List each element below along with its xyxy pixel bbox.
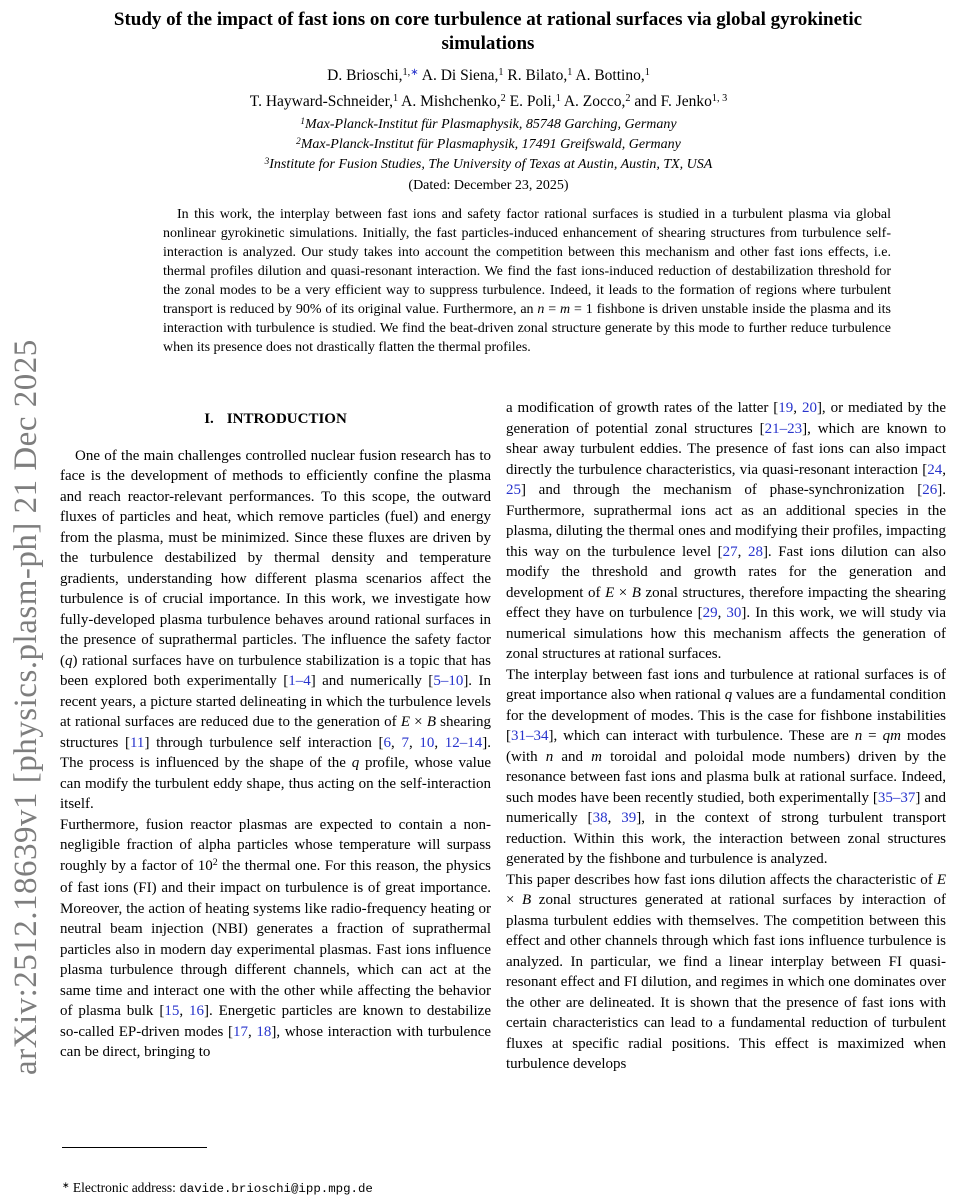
page-title: Study of the impact of fast ions on core turbulence at rational surfaces via global gyrokinetic simulations	[113, 9, 863, 54]
text-segment: 2	[212, 857, 218, 869]
text-segment: B	[522, 892, 532, 908]
text-segment: ,	[179, 1003, 189, 1019]
citation-link[interactable]: 26	[922, 482, 938, 498]
footnote-email	[62, 1180, 493, 1196]
left-column	[60, 403, 491, 1145]
text-segment: ×	[614, 584, 632, 601]
citation-link[interactable]: 5–10	[433, 673, 464, 689]
text-segment: shearing structures [	[60, 714, 491, 751]
citation-link[interactable]: 28	[747, 543, 763, 560]
text-segment: Max-Planck-Institut für Plasmaphysik, 85748 Garching, Germany	[305, 117, 677, 132]
text-segment: ,	[942, 461, 946, 478]
citation-link[interactable]: 24	[927, 461, 943, 478]
text-segment: toroidal and poloidal mode numbers) driven by the resonance between fast ions and plasma bulk at rational surface. Indeed, such modes have been recently studied, both experimentally [	[506, 748, 946, 806]
section-number: I.	[204, 411, 214, 427]
text-segment: 1	[498, 67, 504, 79]
text-segment: the thermal one. For this reason, the physics of fast ions (FI) and their impact on turbulence is of great importance. Moreover, the action of heating systems like radio-frequency heating or neutral beam injection (NBI) generates a fraction of suprathermal particles also in modern day experimental plasmas. Fast ions influence plasma turbulence through different channels, which can act at the same time and interact one with the other while affecting the behavior of plasma bulk [	[60, 857, 491, 1019]
citation-link[interactable]: 38	[592, 810, 608, 826]
text-segment: 1	[644, 67, 650, 79]
text-segment: E	[936, 871, 946, 888]
text-segment: B	[631, 584, 641, 601]
text-segment: ], or mediated by the generation of potential zonal structures [	[506, 400, 946, 437]
paragraph-intro-4	[506, 665, 946, 870]
text-segment: ]. Furthermore, suprathermal ions act as an additional species in the plasma, diluting the thermal ones and modifying their profiles, impacting this way on the turbulence level [	[506, 482, 946, 560]
text-segment: T. Hayward-Schneider,	[249, 93, 394, 110]
text-segment: = 1 fishbone is driven unstable inside the plasma and its interaction with turbulence is studied. We find the beat-driven zonal structure generate by this mode to further reduce turbulence when its presence does not drastically flatten the thermal profiles.	[163, 302, 892, 355]
text-segment: ,	[391, 734, 402, 751]
text-segment: 1	[567, 67, 573, 79]
citation-link[interactable]: 1–4	[288, 673, 311, 689]
text-segment: 3	[264, 155, 270, 166]
text-segment: Max-Planck-Institut für Plasmaphysik, 17491 Greifswald, Germany	[300, 137, 681, 152]
text-segment: ]. In recent years, a picture started delineating in which the turbulence levels at rational surfaces are reduced due to the generation of	[60, 673, 491, 730]
text-segment: ], which can interact with turbulence. These are	[548, 728, 855, 744]
text-segment: 2	[296, 135, 301, 146]
text-segment: B	[426, 714, 436, 730]
text-segment: D. Brioschi,	[327, 67, 403, 84]
text-segment: ]. In this work, we will study via numerical simulations how this mechanism affects the generation of zonal structures at rational surfaces.	[506, 605, 946, 662]
text-segment: ], in the context of strong turbulent transport reduction. Within this work, the interaction between zonal structures generated by the fishbone and turbulence is analyzed.	[506, 810, 946, 867]
abstract	[163, 205, 891, 357]
text-segment: ] and numerically [	[310, 673, 434, 689]
text-segment: E	[605, 584, 615, 601]
text-segment: This paper describes how fast ions dilution affects the characteristic of	[506, 871, 937, 888]
text-segment: ] and through the mechanism of phase-synchronization [	[521, 482, 923, 498]
text-segment: ,	[247, 1023, 257, 1040]
citation-link[interactable]: 35–37	[877, 789, 916, 806]
text-segment: n	[545, 748, 554, 765]
text-segment: Electronic address:	[69, 1180, 180, 1195]
citation-link[interactable]: 16	[188, 1003, 204, 1019]
text-segment: 2	[500, 93, 506, 105]
text-segment: ]. The process is influenced by the shape of the	[60, 734, 491, 771]
dated-line: (Dated: December 23, 2025)	[408, 178, 569, 193]
text-segment: =	[544, 302, 560, 317]
text-segment: modes (with	[506, 728, 946, 765]
text-segment: profile, whose value can modify the turbulent eddy shape, thus acting on the self-interaction itself.	[60, 755, 491, 812]
text-segment: A. Bottino,	[572, 67, 645, 84]
text-segment: davide.brioschi@ipp.mpg.de	[179, 1182, 373, 1196]
text-segment: ,	[434, 734, 445, 751]
text-segment: zonal structures, therefore impacting the shearing effect they have on turbulence [	[506, 584, 946, 621]
text-segment: ,	[717, 605, 727, 621]
text-segment: q	[351, 755, 360, 771]
text-segment: One of the main challenges controlled nuclear fusion research has to face is the development of methods to efficiently confine the plasma and reach reactor-relevant performances. To this scope, the outward fluxes of particles and heat, which remove particles (fuel) and energy from the plasma, must be minimized. Since these fluxes are driven by the turbulence destabilized by thermal density and temperature gradients, understanding how different plasma scenarios affect the turbulence is of crucial importance. In this work, we investigate how fully-developed plasma turbulence behaves around rational surfaces in the presence of suprathermal particles. The influence the safety factor (	[60, 447, 491, 669]
text-segment: A. Di Siena,	[418, 67, 499, 84]
citation-link[interactable]: 25	[506, 482, 521, 498]
text-segment: 1	[393, 93, 399, 105]
author-line-2	[0, 90, 977, 116]
text-segment: 2	[625, 93, 631, 105]
text-segment: m	[591, 748, 603, 765]
text-segment: and F. Jenko	[630, 93, 712, 110]
citation-link[interactable]: 12–14	[444, 734, 483, 751]
text-segment: Furthermore, fusion reactor plasmas are expected to contain a non-negligible fraction of alpha particles whose temperature will surpass roughly by a factor of 10	[60, 816, 491, 874]
affiliation-2	[0, 135, 977, 155]
text-segment: q	[65, 652, 73, 669]
text-segment: E	[400, 714, 410, 730]
text-segment: E. Poli,	[505, 93, 556, 110]
text-segment: qm	[882, 728, 901, 744]
citation-link[interactable]: 18	[256, 1023, 272, 1040]
text-segment: ] through turbulence self interaction [	[144, 734, 384, 751]
right-column	[506, 398, 946, 1200]
text-segment: n	[537, 302, 545, 317]
text-segment: ], whose interaction with turbulence can be direct, bringing to	[60, 1023, 491, 1060]
text-segment: ,	[408, 734, 420, 751]
paragraph-intro-1	[60, 446, 491, 815]
text-segment: ,	[607, 810, 622, 826]
paragraph-intro-3	[506, 398, 946, 665]
text-segment: A. Mishchenko,	[398, 93, 501, 110]
citation-link[interactable]: 19	[778, 400, 794, 416]
citation-link[interactable]: ∗	[410, 67, 419, 79]
author-list	[0, 64, 977, 116]
text-segment: ] and numerically [	[506, 789, 946, 826]
text-segment: 1, 3	[711, 93, 728, 105]
section-heading	[60, 409, 491, 430]
text-segment: ]. Energetic particles are known to destabilize so-called EP-driven modes [	[60, 1003, 491, 1040]
paragraph-intro-5	[506, 870, 946, 1075]
text-segment: =	[862, 728, 883, 744]
citation-link[interactable]: 39	[621, 810, 637, 826]
text-segment: and	[553, 748, 592, 765]
citation-link[interactable]: 31–34	[511, 728, 549, 744]
text-segment: R. Bilato,	[503, 67, 568, 84]
text-segment: 1	[300, 115, 306, 126]
text-segment: ]. Fast ions dilution can also modify the threshold and growth rates for the generation and development of	[506, 543, 946, 601]
citation-link[interactable]: 21–23	[764, 420, 803, 437]
citation-link[interactable]: 30	[726, 605, 742, 621]
text-segment: m	[560, 302, 571, 317]
citation-link[interactable]: 17	[232, 1023, 248, 1040]
text-segment: ,	[737, 543, 748, 560]
text-segment: ×	[409, 714, 427, 730]
citation-link[interactable]: 6	[383, 734, 392, 751]
section-title: INTRODUCTION	[226, 411, 347, 427]
arxiv-watermark: arXiv:2512.18639v1 [physics.plasm-ph] 21 Dec 2025	[8, 339, 44, 1075]
text-segment: The interplay between fast ions and turbulence at rational surfaces is of great importance also when rational	[506, 666, 946, 703]
citation-link[interactable]: 27	[722, 543, 738, 560]
text-segment: ,	[793, 400, 802, 416]
citation-link[interactable]: 11	[129, 734, 145, 751]
text-segment: 1,	[402, 67, 411, 79]
citation-link[interactable]: 20	[801, 400, 817, 416]
citation-link[interactable]: 15	[164, 1003, 180, 1019]
paragraph-intro-2	[60, 815, 491, 1063]
citation-link[interactable]: 7	[401, 734, 409, 751]
text-segment: ∗	[62, 1180, 70, 1190]
text-segment: ×	[506, 892, 523, 908]
text-segment: a modification of growth rates of the latter [	[506, 400, 779, 416]
text-segment: In this work, the interplay between fast ions and safety factor rational surfaces is studied in a turbulent plasma via global nonlinear gyrokinetic simulations. Initially, the fast particles-induced enhancement of shearing structures from turbulence self-interaction is analyzed. Our study takes into account the competition between this mechanism and other fast ions effects, i.e. thermal profiles dilution and quasi-resonant interaction. We find the fast ions-induced reduction of destabilization threshold for the zonal modes to be a very efficient way to suppress turbulence. Indeed, it leads to the formation of regions where turbulent transport is reduced by 90% of its original value. Furthermore, an	[163, 207, 891, 317]
text-segment: A. Zocco,	[560, 93, 626, 110]
text-segment: 1	[555, 93, 561, 105]
citation-link[interactable]: 29	[702, 605, 718, 621]
text-segment: ], which are known to shear away turbulent eddies. The presence of fast ions can also impact directly the turbulence characteristics, via quasi-resonant interaction [	[506, 420, 946, 478]
citation-link[interactable]: 10	[419, 734, 435, 751]
affiliation-1	[0, 115, 977, 135]
text-segment: n	[854, 728, 863, 744]
footnote-divider	[62, 1147, 207, 1148]
text-segment: q	[724, 687, 733, 703]
text-segment: values are a fundamental condition for the development of modes. This is the case for fishbone instabilities [	[506, 687, 946, 744]
affiliation-3	[0, 155, 977, 175]
text-segment: ) rational surfaces have on turbulence stabilization is a topic that has been explored both experimentally [	[60, 652, 491, 689]
affiliations	[0, 115, 977, 195]
text-segment: Institute for Fusion Studies, The University of Texas at Austin, Austin, TX, USA	[269, 157, 713, 172]
author-line-1	[0, 64, 977, 90]
text-segment: zonal structures generated at rational surfaces by interaction of plasma turbulent eddies with themselves. The competition between this effect and other channels through which fast ions influence turbulence is analyzed. In particular, we find a linear interplay between FI quasi-resonant effect and FI dilution, and regimes in which one dominates over the other are delineated. It is shown that the presence of fast ions with certain characteristics can lead to a fundamental reduction of turbulent fluxes at specific radial positions. This effect is maximized when turbulence develops	[506, 892, 946, 1072]
